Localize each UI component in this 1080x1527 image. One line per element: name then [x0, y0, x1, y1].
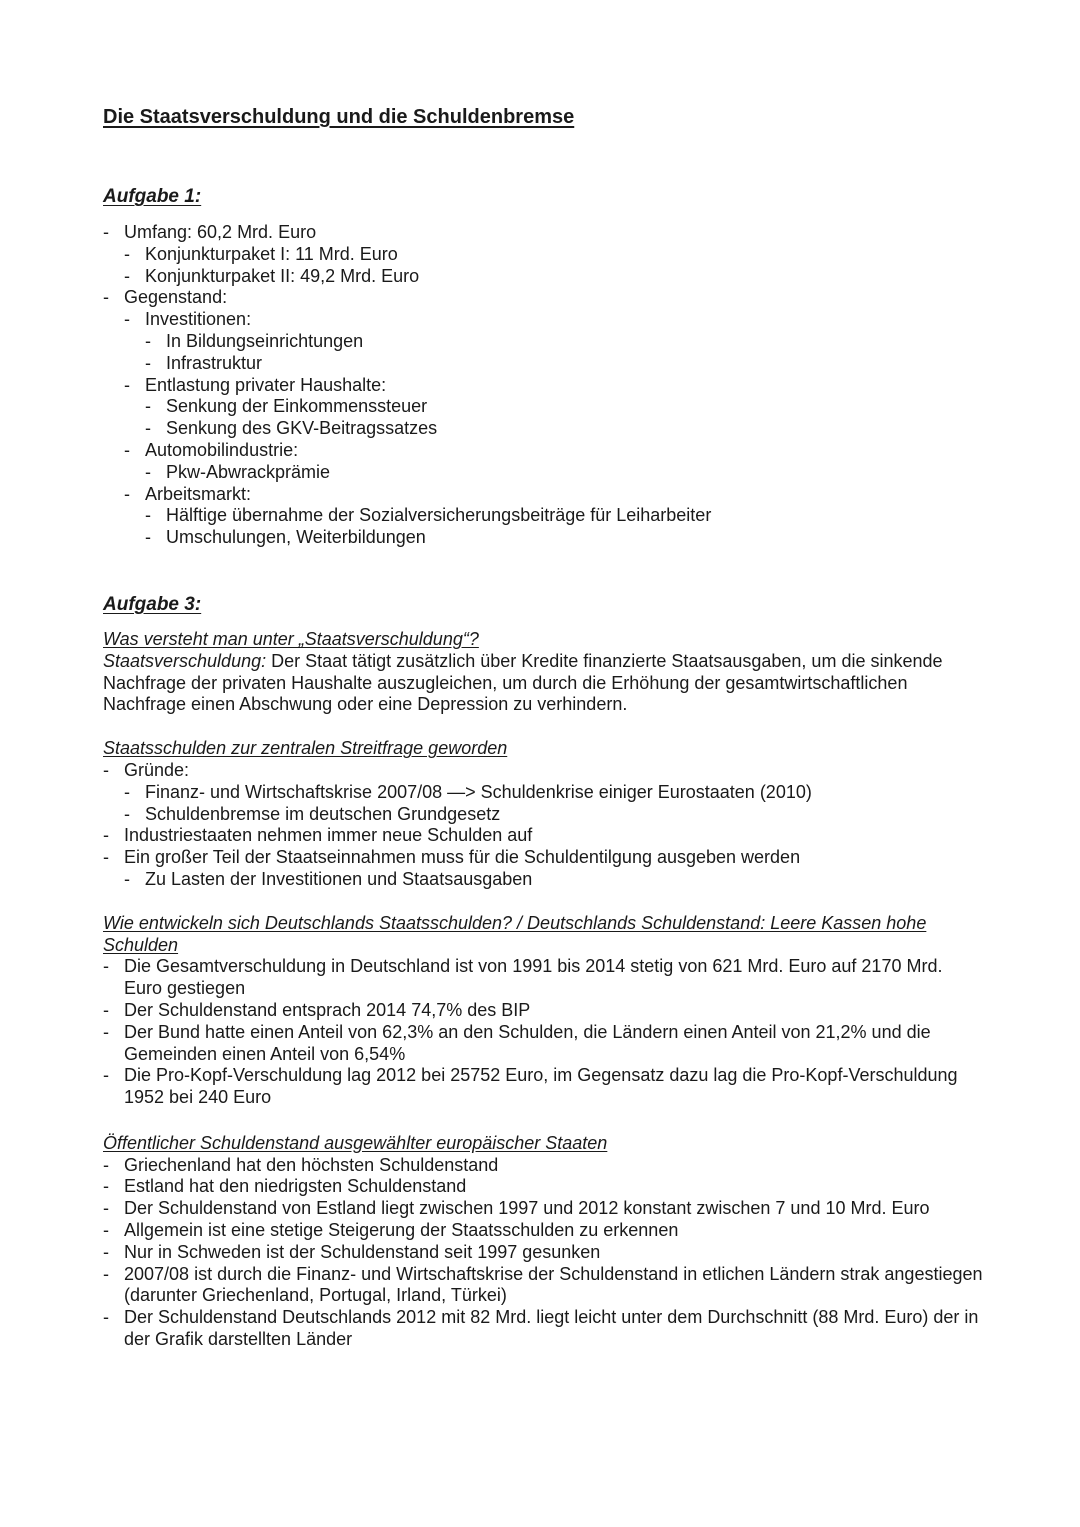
list-item: - Finanz- und Wirtschaftskrise 2007/08 —> Schuldenkrise einiger Eurostaaten (2010)	[124, 782, 983, 804]
list-item: - Allgemein ist eine stetige Steigerung der Staatsschulden zu erkennen	[103, 1220, 983, 1242]
deutschland-list	[103, 956, 983, 1109]
list-item: - Gegenstand: - Investitionen: - In Bildungseinrichtungen - Infrastruktur - Entlastung privater Haushalte: - Senkung der Einkommenssteuer - Senkung des GKV-Beitragssatzes - Automobilindustrie: - Pkw-Abwrackprämie - Arbeitsmarkt: - Hälftige übernahme der Sozialversicherungsbeiträge für Leiharbeiter - Umschulungen, Weiterbildungen	[103, 287, 983, 549]
list-item: - Schuldenbremse im deutschen Grundgesetz	[124, 804, 983, 826]
list-item: - Automobilindustrie: - Pkw-Abwrackprämie	[124, 440, 983, 484]
list-item: - Die Gesamtverschuldung in Deutschland ist von 1991 bis 2014 stetig von 621 Mrd. Euro auf 2170 Mrd. Euro gestiegen	[103, 956, 983, 1000]
list-item: - Entlastung privater Haushalte: - Senkung der Einkommenssteuer - Senkung des GKV-Beitragssatzes	[124, 375, 983, 440]
list-item: - Der Schuldenstand Deutschlands 2012 mit 82 Mrd. liegt leicht unter dem Durchschnitt (88 Mrd. Euro) der in der Grafik darstellten Länder	[103, 1307, 983, 1351]
list-item: - Nur in Schweden ist der Schuldenstand seit 1997 gesunken	[103, 1242, 983, 1264]
section-heading-europa: Öffentlicher Schuldenstand ausgewählter europäischer Staaten	[103, 1132, 608, 1153]
document-title: Die Staatsverschuldung und die Schuldenbremse	[103, 106, 575, 128]
list-item: - Ein großer Teil der Staatseinnahmen muss für die Schuldentilgung ausgeben werden - Zu Lasten der Investitionen und Staatsausgaben	[103, 847, 983, 891]
list-item: - Der Schuldenstand entsprach 2014 74,7% des BIP	[103, 1000, 983, 1022]
list-item: - Arbeitsmarkt: - Hälftige übernahme der Sozialversicherungsbeiträge für Leiharbeiter - Umschulungen, Weiterbildungen	[124, 484, 983, 549]
list-item: - Konjunkturpaket II: 49,2 Mrd. Euro	[124, 266, 983, 288]
list-item: - Industriestaaten nehmen immer neue Schulden auf	[103, 825, 983, 847]
list-item: - Gründe: - Finanz- und Wirtschaftskrise 2007/08 —> Schuldenkrise einiger Eurostaaten (2010) - Schuldenbremse im deutschen Grundgesetz	[103, 760, 983, 825]
aufgabe-1-heading: Aufgabe 1:	[103, 186, 202, 207]
definition-paragraph	[103, 651, 983, 716]
list-item: - In Bildungseinrichtungen	[145, 331, 983, 353]
list-item: - Infrastruktur	[145, 353, 983, 375]
section-heading-deutschland: Wie entwickeln sich Deutschlands Staatsschulden? / Deutschlands Schuldenstand: Leere Kassen hohe Schulden	[103, 912, 927, 955]
list-item: - Der Bund hatte einen Anteil von 62,3% an den Schulden, die Ländern einen Anteil von 21,2% und die Gemeinden einen Anteil von 6,54%	[103, 1022, 983, 1066]
aufgabe-3-heading: Aufgabe 3:	[103, 593, 202, 615]
section-heading-streitfrage: Staatsschulden zur zentralen Streitfrage geworden	[103, 738, 508, 759]
list-item: - Senkung des GKV-Beitragssatzes	[145, 418, 983, 440]
europa-list	[103, 1155, 983, 1351]
list-item: - Senkung der Einkommenssteuer	[145, 396, 983, 418]
list-item: - Umschulungen, Weiterbildungen	[145, 527, 983, 549]
list-item: - Griechenland hat den höchsten Schuldenstand	[103, 1155, 983, 1177]
definition-text: Der Staat tätigt zusätzlich über Kredite finanzierte Staatsausgaben, um die sinkende Nachfrage der privaten Haushalte auszugleichen, um durch die Erhöhung der gesamtwirtschaftlichen Nachfrage einen Abschwung oder eine Depression zu verhindern.	[103, 650, 943, 715]
list-item: - Estland hat den niedrigsten Schuldenstand	[103, 1176, 983, 1198]
list-item: - Hälftige übernahme der Sozialversicherungsbeiträge für Leiharbeiter	[145, 505, 983, 527]
document-page	[103, 104, 983, 1351]
definition-term: Staatsverschuldung:	[103, 650, 267, 671]
list-item: - Umfang: 60,2 Mrd. Euro - Konjunkturpaket I: 11 Mrd. Euro - Konjunkturpaket II: 49,2 Mrd. Euro	[103, 222, 983, 287]
list-item: - 2007/08 ist durch die Finanz- und Wirtschaftskrise der Schuldenstand in etlichen Ländern strak angestiegen (darunter Griechenland, Portugal, Irland, Türkei)	[103, 1264, 983, 1308]
list-item: - Die Pro-Kopf-Verschuldung lag 2012 bei 25752 Euro, im Gegensatz dazu lag die Pro-Kopf-Verschuldung 1952 bei 240 Euro	[103, 1065, 983, 1109]
list-item: - Investitionen: - In Bildungseinrichtungen - Infrastruktur	[124, 309, 983, 374]
aufgabe-1-list	[103, 222, 983, 549]
list-item: - Der Schuldenstand von Estland liegt zwischen 1997 und 2012 konstant zwischen 7 und 10 Mrd. Euro	[103, 1198, 983, 1220]
section-heading-staatsverschuldung: Was versteht man unter „Staatsverschuldung“?	[103, 628, 479, 649]
list-item: - Zu Lasten der Investitionen und Staatsausgaben	[124, 869, 983, 891]
list-item: - Pkw-Abwrackprämie	[145, 462, 983, 484]
streitfrage-list	[103, 760, 983, 891]
list-item: - Konjunkturpaket I: 11 Mrd. Euro	[124, 244, 983, 266]
